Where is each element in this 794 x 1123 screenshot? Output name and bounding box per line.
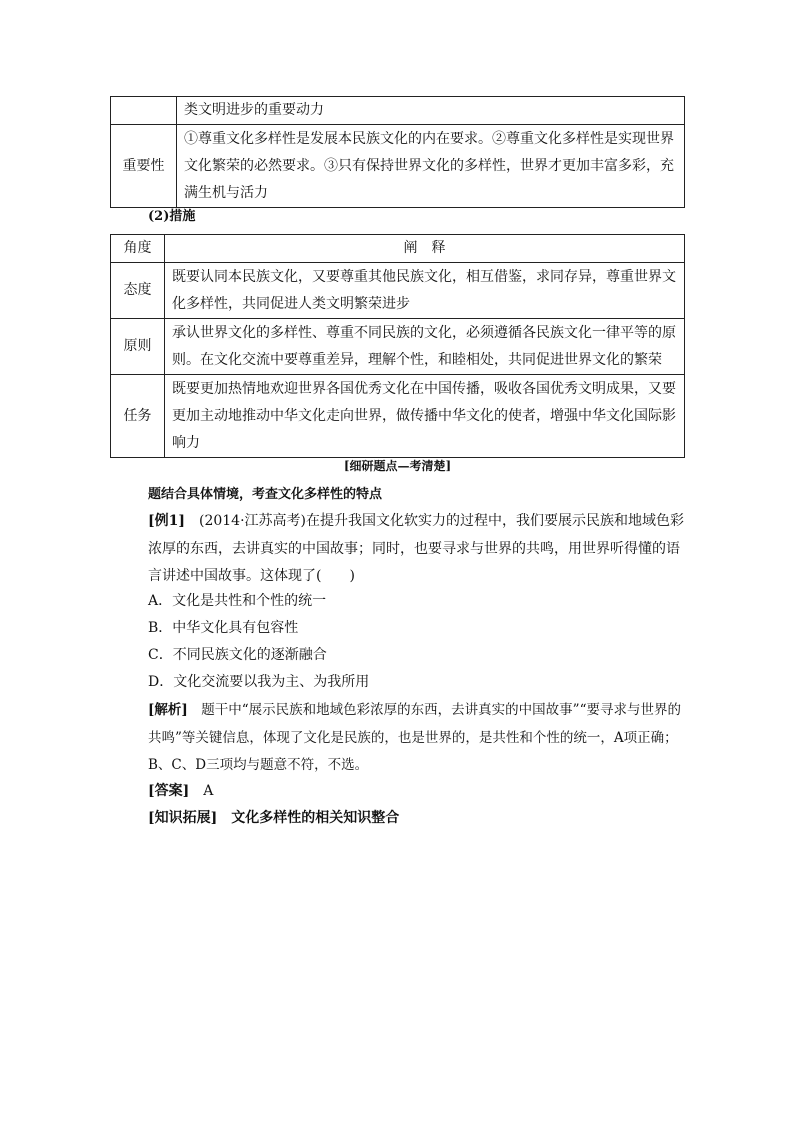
option-b: B．中华文化具有包容性 — [148, 620, 299, 636]
analysis-text: 题干中“展示民族和地域色彩浓厚的东西，去讲真实的中国故事”“要寻求与世界的共鸣”等关键信息，体现了文化是民族的，也是世界的，是共性和个性的统一，A项正确；B、C、D三项均与题意不符，不选。 — [148, 702, 681, 773]
table2-header-explanation: 阐 释 — [165, 235, 685, 263]
table2-row-text: 既要更加热情地欢迎世界各国优秀文化在中国传播，吸收各国优秀文明成果，又要更加主动地推动中华文化走向世界，做传播中华文化的使者，增强中华文化国际影响力 — [165, 375, 685, 458]
table1-empty-cell — [111, 97, 177, 125]
table2-row-text: 既要认同本民族文化，又要尊重其他民族文化，相互借鉴，求同存异，尊重世界文化多样性，共同促进人类文明繁荣进步 — [165, 263, 685, 319]
table2-header-angle: 角度 — [111, 235, 165, 263]
point-title: 题结合具体情境，考查文化多样性的特点 — [148, 487, 383, 502]
answer-line — [148, 778, 213, 805]
option-c: C．不同民族文化的逐渐融合 — [148, 647, 327, 663]
analysis-tag: [解析] — [148, 702, 188, 718]
answer-text: A — [189, 783, 214, 799]
example-paragraph — [148, 508, 685, 591]
table1-importance-text: ①尊重文化多样性是发展本民族文化的内在要求。②尊重文化多样性是实现世界文化繁荣的必然要求。③只有保持世界文化的多样性，世界才更加丰富多彩，充满生机与活力 — [177, 125, 685, 208]
extension-text: 文化多样性的相关知识整合 — [217, 810, 400, 826]
table1-label-importance: 重要性 — [111, 125, 177, 208]
table2-row-label: 任务 — [111, 375, 165, 458]
table1-row1-text: 类文明进步的重要动力 — [177, 97, 685, 125]
option-d: D．文化交流要以我为主、为我所用 — [148, 674, 370, 690]
example-text: (2014·江苏高考)在提升我国文化软实力的过程中，我们要展示民族和地域色彩浓厚的东西，去讲真实的中国故事；同时，也要寻求与世界的共鸣，用世界听得懂的语言讲述中国故事。这体现了( ) — [148, 513, 685, 584]
measures-table — [110, 234, 685, 458]
option-a: A．文化是共性和个性的统一 — [148, 593, 327, 609]
example-tag: [例1] — [148, 513, 185, 529]
section-heading: (2)措施 — [148, 209, 196, 224]
table2-row-text: 承认世界文化的多样性、尊重不同民族的文化，必须遵循各民族文化一律平等的原则。在文化交流中要尊重差异，理解个性，和睦相处，共同促进世界文化的繁荣 — [165, 319, 685, 375]
table2-row-label: 态度 — [111, 263, 165, 319]
extension-tag: [知识拓展] — [148, 810, 218, 826]
extension-line — [148, 805, 399, 832]
analysis-paragraph — [148, 697, 685, 780]
answer-tag: [答案] — [148, 783, 190, 799]
importance-table — [110, 96, 685, 208]
subsection-title: [细研题点—考清楚] — [343, 459, 452, 473]
table2-row-label: 原则 — [111, 319, 165, 375]
